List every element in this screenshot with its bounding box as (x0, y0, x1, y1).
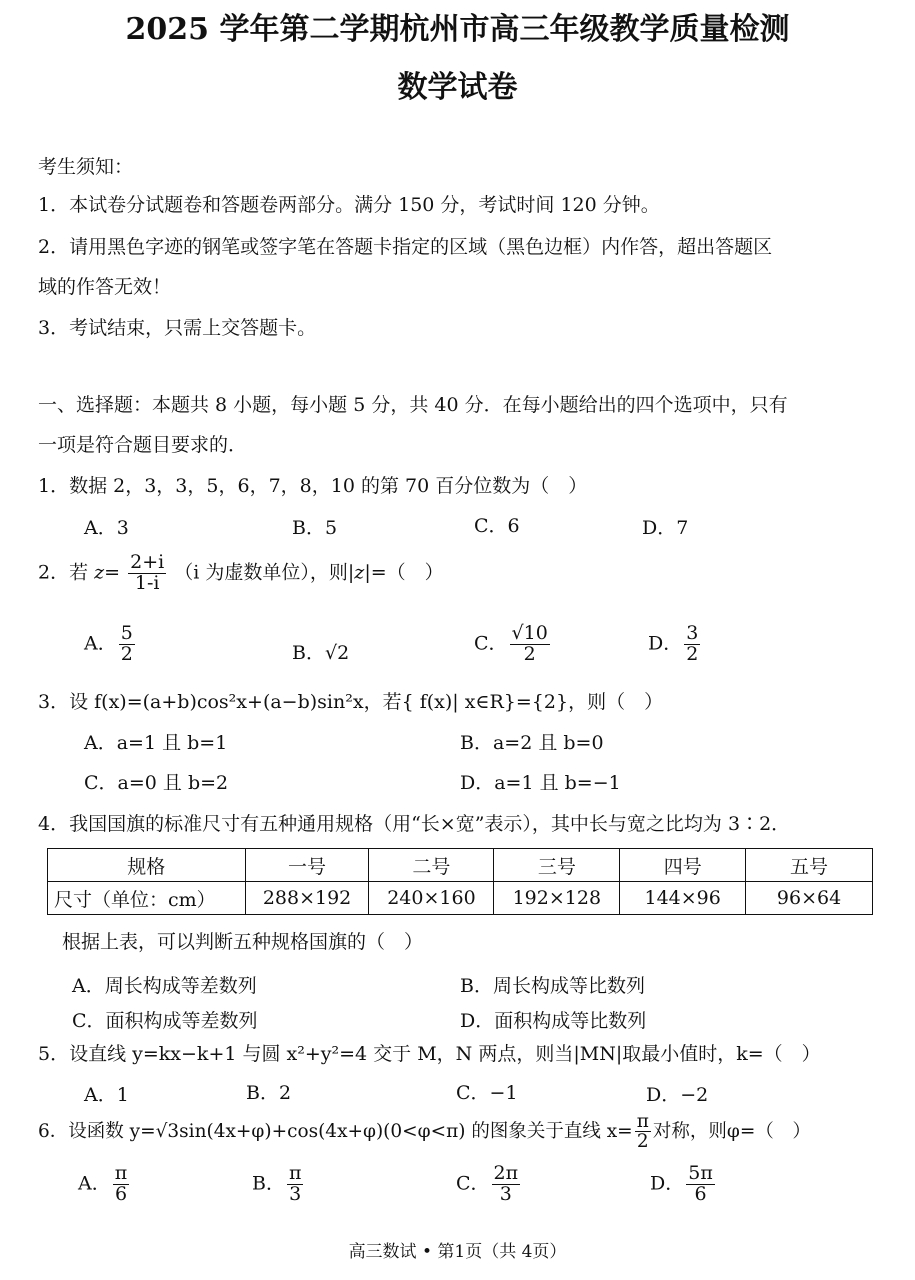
table-header-row (48, 849, 873, 882)
notice-item-3: 3．考试结束，只需上交答题卡。 (38, 317, 317, 339)
section-heading: 一、选择题：本题共 8 小题，每小题 5 分，共 40 分．在每小题给出的四个选项中，只有 (38, 394, 788, 416)
question-3-stem: 3．设 f(x)=(a+b)cos²x+(a−b)sin²x，若{ f(x)| x∈R}={2}，则（ ） (38, 691, 664, 713)
q1-option-b: B．5 (292, 517, 338, 539)
page-subtitle: 数学试卷 (397, 70, 518, 105)
table-cell: 240×160 (369, 882, 494, 915)
q4-option-d: D．面积构成等比数列 (460, 1010, 647, 1032)
q2-option-d: D． $\frac{3}{2}$ (648, 622, 699, 665)
q6-option-c: C． $\frac{2\pi}{3}$ (456, 1162, 519, 1205)
question-5-stem: 5．设直线 y=kx−k+1 与圆 x²+y²=4 交于 M，N 两点，则当|MN|取最小值时，k=（ ） (38, 1043, 821, 1065)
q5-option-a: A．1 (84, 1084, 129, 1106)
q4-option-c: C．面积构成等差数列 (72, 1010, 258, 1032)
q6-option-b: B． $\frac{\pi}{3}$ (252, 1162, 302, 1205)
q4-option-a: A．周长构成等差数列 (72, 975, 257, 997)
question-2-stem: 2．若 z= $\frac{2+i}{1-i}$ （i 为虚数单位），则|z|=（ ） (38, 551, 444, 594)
q1-option-c: C．6 (474, 515, 520, 537)
table-header-cell: 四号 (620, 849, 746, 882)
table-header-cell: 一号 (245, 849, 369, 882)
q6-option-d: D． $\frac{5\pi}{6}$ (650, 1162, 713, 1205)
q2-option-b: B．√2 (292, 642, 350, 664)
q2-option-a: A． $\frac{5}{2}$ (84, 622, 133, 665)
notice-item-1: 1．本试卷分试题卷和答题卷两部分。满分 150 分，考试时间 120 分钟。 (38, 194, 660, 216)
question-1-stem: 1．数据 2，3，3，5，6，7，8，10 的第 70 百分位数为（ ） (38, 475, 588, 497)
q6-option-a: A． $\frac{\pi}{6}$ (78, 1162, 128, 1205)
q1-option-a: A．3 (84, 517, 129, 539)
q1-option-d: D．7 (642, 517, 689, 539)
q3-option-a: A．a=1 且 b=1 (84, 732, 228, 754)
question-6-stem: 6．设函数 y=√3sin(4x+φ)+cos(4x+φ)(0<φ<π) 的图象关于直线 x= $\frac{\pi}{2}$ 对称，则φ=（ ） (38, 1111, 811, 1153)
q4-follow-up: 根据上表，可以判断五种规格国旗的（ ） (62, 931, 424, 953)
notice-item-2-cont: 域的作答无效！ (38, 276, 172, 298)
notice-item-2: 2．请用黑色字迹的钢笔或签字笔在答题卡指定的区域（黑色边框）内作答，超出答题区 (38, 236, 773, 258)
flag-size-table (47, 848, 873, 915)
section-heading-cont: 一项是符合题目要求的． (38, 434, 248, 456)
q5-option-d: D．−2 (646, 1084, 709, 1106)
notice-heading: 考生须知： (38, 156, 134, 178)
table-header-cell: 五号 (746, 849, 873, 882)
q5-option-c: C．−1 (456, 1082, 518, 1104)
table-cell: 尺寸（单位：cm） (48, 882, 246, 915)
table-row (48, 882, 873, 915)
table-cell: 144×96 (620, 882, 746, 915)
q5-option-b: B．2 (246, 1082, 292, 1104)
q3-option-c: C．a=0 且 b=2 (84, 772, 229, 794)
q3-option-d: D．a=1 且 b=−1 (460, 772, 621, 794)
table-cell: 288×192 (245, 882, 369, 915)
page-title: 2025 学年第二学期杭州市高三年级教学质量检测 (125, 12, 790, 47)
table-header-cell: 规格 (48, 849, 246, 882)
q4-option-b: B．周长构成等比数列 (460, 975, 645, 997)
q2-fraction: $\frac{2+i}{1-i}$ (130, 551, 165, 594)
question-4-stem: 4．我国国旗的标准尺寸有五种通用规格（用“长×宽”表示），其中长与宽之比均为 3∶2． (38, 813, 791, 835)
page-footer: 高三数试 • 第1页（共 4页） (348, 1242, 567, 1262)
q3-option-b: B．a=2 且 b=0 (460, 732, 604, 754)
q2-option-c: C． $\frac{√10}{2}$ (474, 622, 548, 665)
table-header-cell: 二号 (369, 849, 494, 882)
table-cell: 96×64 (746, 882, 873, 915)
table-cell: 192×128 (494, 882, 620, 915)
table-header-cell: 三号 (494, 849, 620, 882)
